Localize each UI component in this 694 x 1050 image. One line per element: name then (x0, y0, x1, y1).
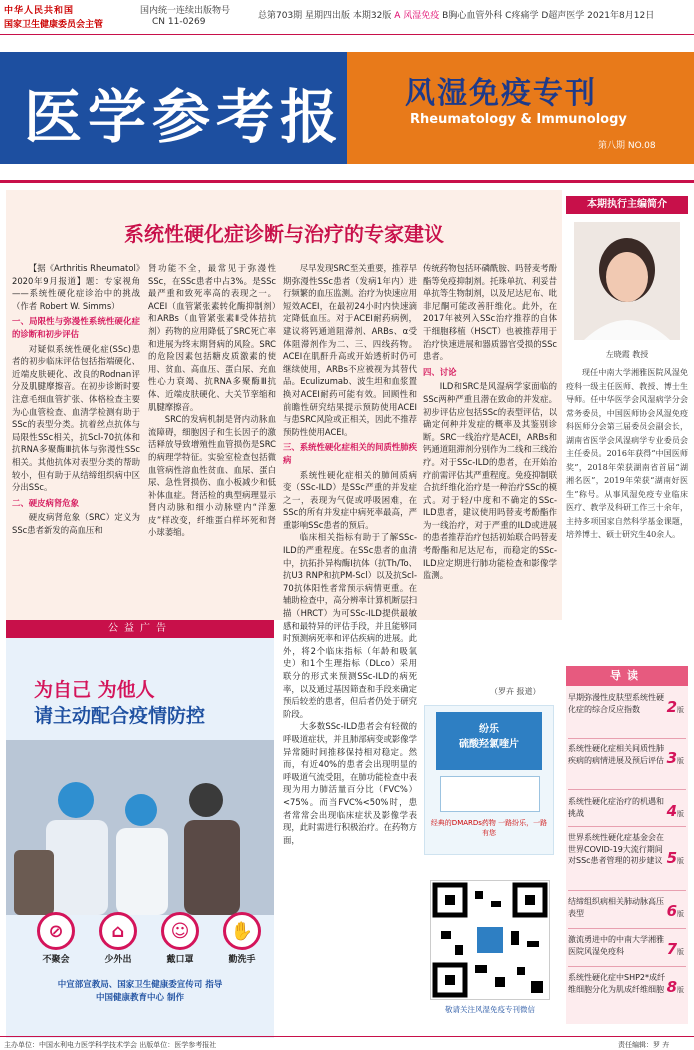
guide-item[interactable]: 早期弥漫性皮肤型系统性硬化症的综合反应指数 2版 (568, 693, 684, 716)
guide-item[interactable]: 激流勇进中的中南大学湘雅医院风湿免疫科 7版 (568, 935, 684, 958)
footer (0, 1038, 694, 1049)
paragraph: 对疑似系统性硬化症(SSc)患者的初步临床评估包括指端硬化、近端皮肤硬化、改良的Rodnan评分及肌腱摩擦音。在初步诊断时要注意毛细血管扩张、体格检查主要为心血管检查、血清学检测有助于SSc的表型分类。抗着丝点抗体与局限性SSc相关，抗Scl-70抗体和抗RNA多聚酶Ⅲ抗体与弥漫性SSc相关。其他抗体对表型分类的帮助较小，但有助于从结缔组织病中区分出SSc。 (12, 343, 140, 493)
paragraph: 传统药物包括环磷酰胺、吗替麦考酚酯等免疫抑制剂。托珠单抗、利妥昔单抗等生物制剂，以及尼达尼布、吡非尼酮可能改善肝维化。此外，在2017年被列入SSc治疗推荐的自体干细胞移植（HSCT）也被推荐用于治疗快速进展和器质器官受损的SSc患者。 (423, 263, 557, 362)
publisher-info: 主办单位：中国水利电力医学科学技术学会 出版单位：医学参考报社 (4, 1041, 217, 1049)
paragraph: 硬皮病肾危象（SRC）定义为SSc患者新发的高血压和 (12, 512, 140, 535)
ad-slogan-1: 为自己 为他人 (34, 679, 155, 701)
issn-number: CN 11-0269 (152, 17, 206, 27)
editor-bio: 现任中南大学湘雅医院风湿免疫科一级主任医师、教授、博士生导师。任中华医学会风湿病学分会常务委员，中国医师协会风湿免疫科医师分会第三届委员会副会长，湖南省医学会风湿病学专业委员会主任委员。2016年获得“中国医师奖”，2018年荣获湖南省首届“湖湘名医”，2019年荣获“湖南好医生”称号。从事风湿免疫专业临床医疗、教学及科研工作三十余年，主持多项国家自然科学基金课题，培养博士、硕士研究生40余人。 (566, 368, 688, 539)
masthead-rule (0, 180, 694, 183)
guide-item[interactable]: 世界系统性硬化症基金会在世界COVID-19大流行期间对SSc患者管理的初步建议 5版 (568, 833, 684, 867)
no-gathering-icon: ⊘ 不聚会 (34, 912, 78, 965)
guide-divider (568, 966, 686, 967)
guide-item[interactable]: 系统性硬化症相关间质性肺疾病的病情进展及预后评估 3版 (568, 744, 684, 767)
paragraph: 大多数SSc-ILD患者会有轻微的呼吸道症状，并且肺部病变或影像学异常随时间推移保持相对稳定。然而，有近40%的患者会出现明显的呼吸道气流受阻，在肺功能检查中表现为用力肺活量百分比（FVC%）<75%。而当FVC%<50%时，患者常常会出现临床症状及影像学表现，此时需进行积极治疗。在药物方面， (283, 721, 417, 845)
paragraph: 临床相关指标有助于了解SSc-ILD的严重程度。在SSc患者的血清中，抗拓扑异构酶Ⅰ抗体（抗Th/To、抗U3 RNP和抗PM-Scl）以及抗Scl-70抗体阳性者常预示病情更重。在辅助检查中，高分辨率计算机断层扫描（HRCT）为可SSc-ILD提供最敏感和最特异的评估手段，并且能够同时预测病死率和评估疾病的进展。此外，将2个临床指标（年龄和吸氧史）和1个生理指标（DLco）采用联分的形式来预测SSc-ILD的病死率，以及通过基因筛查和手段来确定预后较差的患者，但后者仍处于研究阶段。 (283, 532, 417, 719)
issue-info: 总第703期 星期四出版 本期32版 A 风湿免疫 B胸心血管外科 C疼痛学 D超声医学 2021年8月12日 (258, 11, 655, 21)
section-heading: 四、讨论 (423, 366, 457, 377)
country-name: 中华人民共和国 (4, 6, 75, 16)
ad-icon-row (34, 912, 264, 965)
newspaper-title: 医学参考报 (24, 83, 345, 151)
top-rule (0, 34, 694, 35)
section-heading: 三、系统性硬化症相关的间质性肺疾病 (283, 442, 417, 465)
qr-code[interactable] (430, 880, 550, 1000)
ad-header: 公益广告 (6, 620, 274, 638)
footer-rule (0, 1036, 694, 1037)
product-package (440, 776, 540, 812)
guide-item[interactable]: 系统性硬化症中SHP2*成纤维细胞分化为肌成纤维细胞 8版 (568, 973, 684, 996)
article-title: 系统性硬化症诊断与治疗的专家建议 (124, 222, 444, 246)
product-brand: 纷乐 (479, 724, 499, 735)
product-tagline: 经典的DMARDs药物 一路纷乐，一路有您 (430, 819, 548, 837)
ad-credit-2: 中国健康教育中心 制作 (96, 993, 184, 1003)
paragraph: 尽早发现SRC至关重要，推荐早期弥漫性SSc患者（发病1年内）进行频繁的血压监测。治疗为快速应用短效ACEI，在最初24小时内快速滴定降低血压。对于ACEI耐药病例，建议将钙通道阻滞剂、ARBs、α受体阻滞剂作为二、三、四线药物。ACEI在肌酐升高或开始透析时仍可继续使用，ARBs不应被视为其替代品。Eculizumab、波生坦和血浆置换对ACEI耐药可能有效。回顾性和前瞻性研究结果提示预防使用ACEI与患SRC风险或正相关，因此不推荐预防性使用ACEI。 (283, 263, 417, 437)
guide-header: 导读 (566, 666, 688, 686)
editor-portrait (574, 222, 680, 340)
guide-divider (568, 826, 686, 827)
editor-header: 本期执行主编简介 (566, 196, 688, 214)
section-a: A 风湿免疫 (394, 11, 440, 21)
qr-caption: 敬请关注风湿免疫专刊微信 (445, 1005, 535, 1014)
stay-home-icon: ⌂ 少外出 (96, 912, 140, 965)
editor-photo (574, 222, 680, 340)
byline: （罗卉 报道） (490, 687, 541, 696)
edition-issue: 第八期 NO.08 (598, 141, 656, 151)
guide-divider (568, 738, 686, 739)
guide-divider (568, 928, 686, 929)
ad-credit-1: 中宣部宣教局、国家卫生健康委宣传司 指导 (57, 980, 223, 990)
edition-title: 风湿免疫专刊 (405, 76, 597, 111)
product-box (436, 712, 542, 770)
guide-divider (568, 890, 686, 891)
wear-mask-icon: ☺ 戴口罩 (158, 912, 202, 965)
section-heading: 二、硬皮病肾危象 (12, 497, 79, 508)
article-column-1 (12, 262, 140, 598)
issn-label: 国内统一连续出版物号 (140, 6, 231, 16)
guide-divider (568, 789, 686, 790)
article-column-2 (148, 262, 276, 562)
section-heading: 一、局限性与弥漫性系统性硬化症的诊断和初步评估 (12, 316, 140, 339)
editor-in-charge: 责任编辑：罗 卉 (618, 1041, 670, 1049)
qr-code-icon (431, 881, 549, 999)
guide-item[interactable]: 结缔组织病相关肺动脉高压表型 6版 (568, 897, 684, 920)
edition-english: Rheumatology & Immunology (410, 112, 627, 127)
medical-staff-photo (6, 740, 274, 915)
editor-name: 左晓霞 教授 (605, 350, 649, 359)
top-strip (0, 0, 694, 34)
article-column-3 (283, 262, 417, 1020)
supervisor: 国家卫生健康委员会主管 (4, 20, 104, 30)
staff-illustration (6, 740, 274, 915)
article-intro: 【据《Arthritis Rheumatol》2020年9月报道】题：专家视角——系统性硬化症诊治中的挑战（作者 Robert W. Simms） (12, 263, 140, 311)
guide-item[interactable]: 系统性硬化症治疗的机遇和挑战 4版 (568, 797, 684, 820)
paragraph: ILD和SRC是风湿病学家面临的SSc两种严重且潜在致命的并发症。初步评估应包括SSc的表型评估，以确定何种并发症的概率及其鉴别诊断。SRC一线治疗是ACEI，ARBs和钙通道阻滞剂分别作为二线和三线治疗。对于SSc-ILD的患者，在开始治疗前需评估其严重程度。免疫抑制联合抗纤维化治疗是一种治疗SSc的模式。对于轻/中度和不确定的SSc-ILD患者，建议使用吗替麦考酚酯作为一线治疗，对于严重的ILD或进展的患者推荐治疗包括初始联合吗替麦考酚酯和尼达尼布，而稳定的SSc-ILD应定期进行肺功能检查和影像学监测。 (423, 381, 557, 581)
article-column-4 (423, 262, 557, 702)
paragraph: SRC的发病机制是肾内动脉血流障碍，细胞因子和生长因子的激活释放导致增殖性血管损伤是SRC的病理学特征。实验室检查包括微血管病性溶血性贫血、血尿、蛋白尿、急性肾损伤、血小板减少和低补体血症。肾活检的典型病理显示肾内动脉和细小动脉壁内“洋葱皮”样改变，纤维蛋白样坏死和肾小球萎缩。 (148, 414, 276, 538)
product-name: 硫酸羟氯喹片 (459, 739, 519, 750)
paragraph: 肾功能不全，最常见于弥漫性SSc，在SSc患者中占3%。是SSc最严重和致死率高的表现之一。ACEI（血管紧张素转化酶抑制剂）和ARBs（血管紧张素Ⅱ受体拮抗剂）药物的应用降低了SRC死亡率和进展为终末期肾病的风险。SRC的危险因素包括糖皮质激素的使用、贫血、高血压、蛋白尿、充血性心力衰竭、抗RNA多聚酶Ⅲ抗体、近端皮肤硬化、大关节挛缩和肌腱摩擦音。 (148, 263, 276, 412)
wash-hands-icon: ✋ 勤洗手 (220, 912, 264, 965)
paragraph: 系统性硬化症相关的肺间质病变（SSc-ILD）是SSc严重的并发症之一，表现为气促或呼吸困难，在SSc的所有并发症中病死率最高，严重影响SSc患者的预后。 (283, 469, 417, 530)
ad-slogan-2: 请主动配合疫情防控 (34, 705, 206, 727)
